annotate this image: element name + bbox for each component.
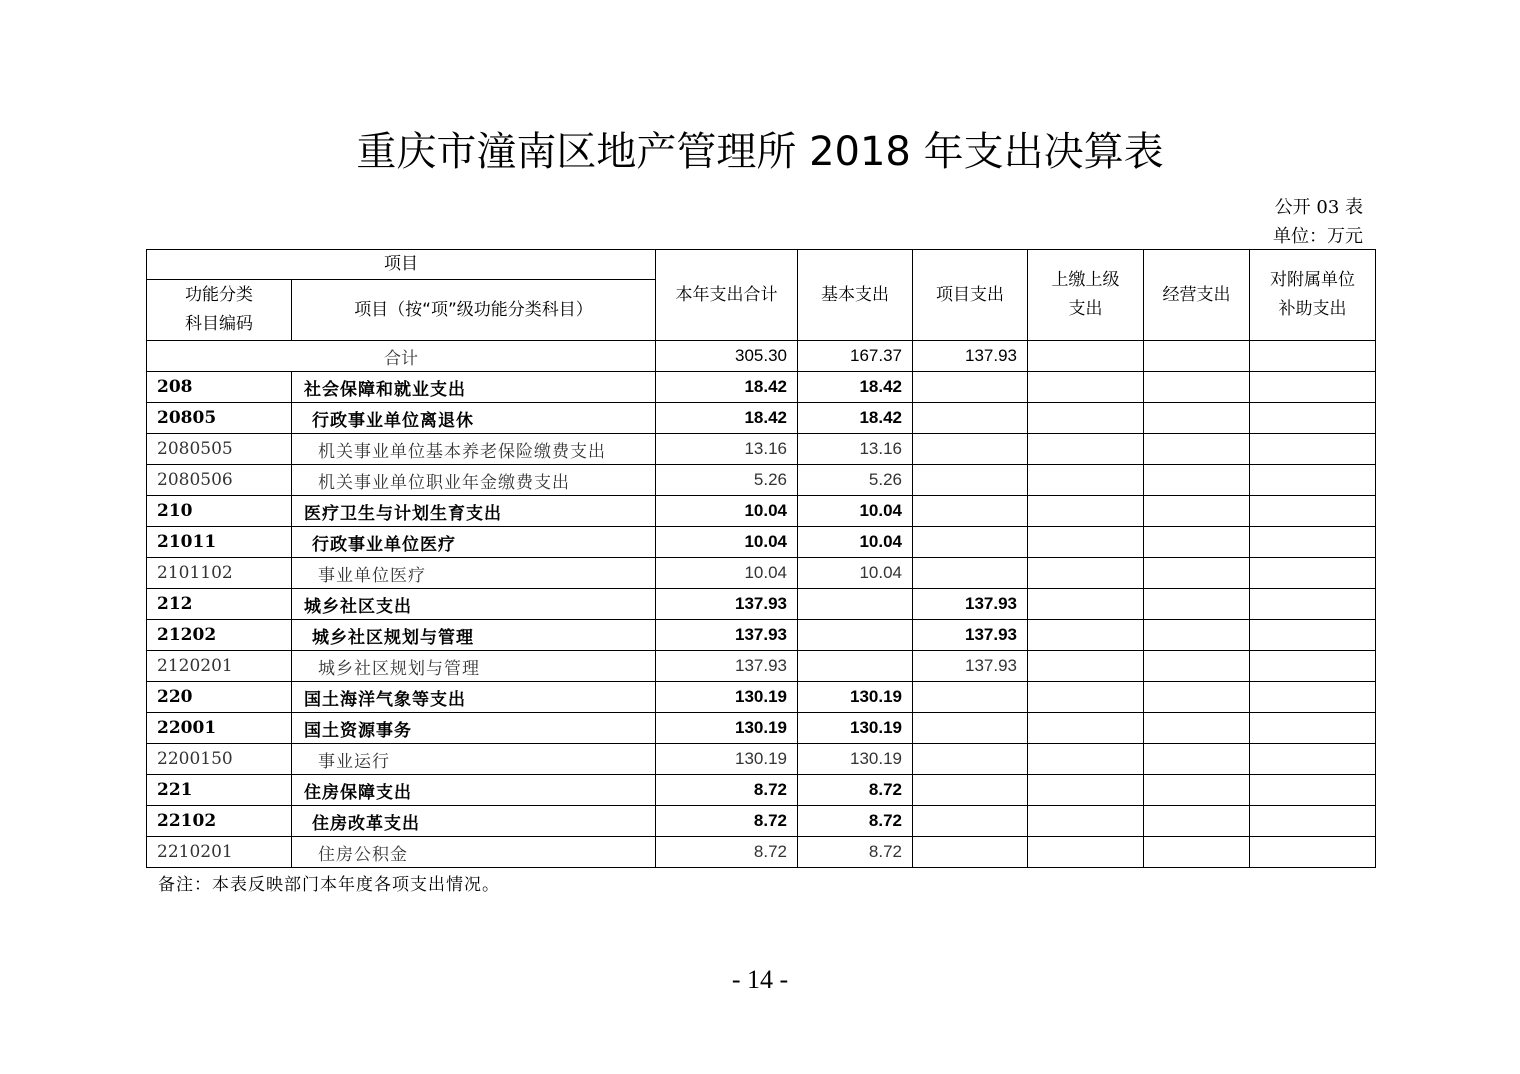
row-basic: 10.04 [798,496,913,527]
row-total: 8.72 [656,775,798,806]
row-upper [1028,682,1144,713]
row-upper [1028,651,1144,682]
row-basic: 18.42 [798,403,913,434]
row-total: 137.93 [656,589,798,620]
row-name: 事业运行 [292,744,656,775]
row-basic: 8.72 [798,837,913,868]
row-upper [1028,806,1144,837]
row-project: 137.93 [913,620,1028,651]
row-business [1144,682,1250,713]
row-business [1144,806,1250,837]
row-project [913,372,1028,403]
row-name: 城乡社区规划与管理 [292,651,656,682]
row-basic [798,620,913,651]
row-total: 137.93 [656,620,798,651]
row-business [1144,744,1250,775]
row-project [913,558,1028,589]
row-total: 18.42 [656,372,798,403]
row-project [913,682,1028,713]
row-code: 2080506 [147,465,292,496]
row-total: 137.93 [656,651,798,682]
row-business [1144,620,1250,651]
header-project: 项目支出 [913,250,1028,341]
row-upper [1028,775,1144,806]
total-project: 137.93 [913,341,1028,372]
row-code: 2120201 [147,651,292,682]
row-basic: 10.04 [798,558,913,589]
row-code: 221 [147,775,292,806]
table-row [147,806,1376,837]
table-row [147,837,1376,868]
row-business [1144,527,1250,558]
page-number: - 14 - [731,965,789,994]
row-name: 机关事业单位职业年金缴费支出 [292,465,656,496]
total-total: 305.30 [656,341,798,372]
table-row [147,775,1376,806]
header-business: 经营支出 [1144,250,1250,341]
row-total: 10.04 [656,527,798,558]
row-code: 21011 [147,527,292,558]
row-project [913,434,1028,465]
table-row [147,434,1376,465]
row-total: 13.16 [656,434,798,465]
row-total: 10.04 [656,558,798,589]
row-subsidy [1250,589,1376,620]
table-row [147,558,1376,589]
row-total: 10.04 [656,496,798,527]
row-total: 8.72 [656,837,798,868]
total-business [1144,341,1250,372]
row-name: 住房改革支出 [292,806,656,837]
table-row [147,465,1376,496]
row-basic: 10.04 [798,527,913,558]
row-business [1144,775,1250,806]
row-project: 137.93 [913,651,1028,682]
row-name: 国土资源事务 [292,713,656,744]
row-business [1144,434,1250,465]
header-total: 本年支出合计 [656,250,798,341]
row-name: 城乡社区支出 [292,589,656,620]
header-item-group: 项目 [147,250,656,280]
row-total: 8.72 [656,806,798,837]
row-name: 事业单位医疗 [292,558,656,589]
row-code: 2080505 [147,434,292,465]
total-subsidy [1250,341,1376,372]
row-code: 22001 [147,713,292,744]
row-project [913,806,1028,837]
row-basic: 130.19 [798,682,913,713]
row-project [913,465,1028,496]
row-subsidy [1250,806,1376,837]
row-project [913,496,1028,527]
row-subsidy [1250,837,1376,868]
expenditure-table [146,249,1376,868]
row-total: 5.26 [656,465,798,496]
header-code: 功能分类 科目编码 [147,280,292,341]
row-name: 行政事业单位医疗 [292,527,656,558]
row-upper [1028,558,1144,589]
header-subsidy: 对附属单位 补助支出 [1250,250,1376,341]
row-code: 2200150 [147,744,292,775]
row-total: 18.42 [656,403,798,434]
row-upper [1028,744,1144,775]
row-subsidy [1250,434,1376,465]
row-name: 城乡社区规划与管理 [292,620,656,651]
table-row [147,589,1376,620]
row-business [1144,713,1250,744]
data-rows [147,372,1376,868]
table-row [147,496,1376,527]
row-subsidy [1250,372,1376,403]
row-subsidy [1250,713,1376,744]
total-row [147,341,1376,372]
row-project [913,837,1028,868]
row-upper [1028,465,1144,496]
row-basic: 18.42 [798,372,913,403]
row-subsidy [1250,651,1376,682]
row-code: 220 [147,682,292,713]
row-project [913,713,1028,744]
table-row [147,682,1376,713]
row-upper [1028,527,1144,558]
row-project: 137.93 [913,589,1028,620]
row-business [1144,403,1250,434]
row-business [1144,496,1250,527]
row-total: 130.19 [656,713,798,744]
row-name: 住房保障支出 [292,775,656,806]
row-name: 国土海洋气象等支出 [292,682,656,713]
row-basic: 130.19 [798,744,913,775]
table-row [147,713,1376,744]
row-total: 130.19 [656,682,798,713]
row-subsidy [1250,403,1376,434]
row-basic [798,589,913,620]
table-row [147,620,1376,651]
total-upper [1028,341,1144,372]
row-upper [1028,620,1144,651]
row-subsidy [1250,465,1376,496]
table-row [147,403,1376,434]
row-upper [1028,403,1144,434]
unit-label: 单位：万元 [1273,226,1363,247]
row-project [913,527,1028,558]
row-basic: 130.19 [798,713,913,744]
row-project [913,744,1028,775]
table-row [147,372,1376,403]
row-upper [1028,713,1144,744]
row-business [1144,372,1250,403]
row-code: 2210201 [147,837,292,868]
row-subsidy [1250,682,1376,713]
row-code: 21202 [147,620,292,651]
row-basic: 8.72 [798,775,913,806]
row-upper [1028,589,1144,620]
row-business [1144,651,1250,682]
row-upper [1028,372,1144,403]
row-name: 社会保障和就业支出 [292,372,656,403]
row-name: 住房公积金 [292,837,656,868]
row-code: 212 [147,589,292,620]
row-project [913,775,1028,806]
row-subsidy [1250,496,1376,527]
page-title: 重庆市潼南区地产管理所 2018 年支出决算表 [356,129,1164,175]
row-business [1144,465,1250,496]
header-row-1 [147,250,1376,280]
row-upper [1028,434,1144,465]
row-business [1144,558,1250,589]
row-business [1144,837,1250,868]
row-project [913,403,1028,434]
row-subsidy [1250,744,1376,775]
table-row [147,744,1376,775]
row-code: 20805 [147,403,292,434]
row-code: 210 [147,496,292,527]
row-business [1144,589,1250,620]
row-code: 22102 [147,806,292,837]
header-upper: 上缴上级 支出 [1028,250,1144,341]
row-upper [1028,496,1144,527]
row-subsidy [1250,558,1376,589]
header-item-name: 项目（按“项”级功能分类科目） [292,280,656,341]
form-number: 公开 03 表 [1274,197,1363,218]
footnote: 备注：本表反映部门本年度各项支出情况。 [158,875,500,895]
row-code: 208 [147,372,292,403]
header-basic: 基本支出 [798,250,913,341]
row-basic: 5.26 [798,465,913,496]
table-row [147,527,1376,558]
row-subsidy [1250,775,1376,806]
row-upper [1028,837,1144,868]
total-label: 合计 [147,341,656,372]
row-code: 2101102 [147,558,292,589]
row-subsidy [1250,527,1376,558]
row-name: 机关事业单位基本养老保险缴费支出 [292,434,656,465]
row-basic: 13.16 [798,434,913,465]
row-basic: 8.72 [798,806,913,837]
row-name: 行政事业单位离退休 [292,403,656,434]
row-total: 130.19 [656,744,798,775]
table-row [147,651,1376,682]
row-subsidy [1250,620,1376,651]
row-basic [798,651,913,682]
row-name: 医疗卫生与计划生育支出 [292,496,656,527]
total-basic: 167.37 [798,341,913,372]
